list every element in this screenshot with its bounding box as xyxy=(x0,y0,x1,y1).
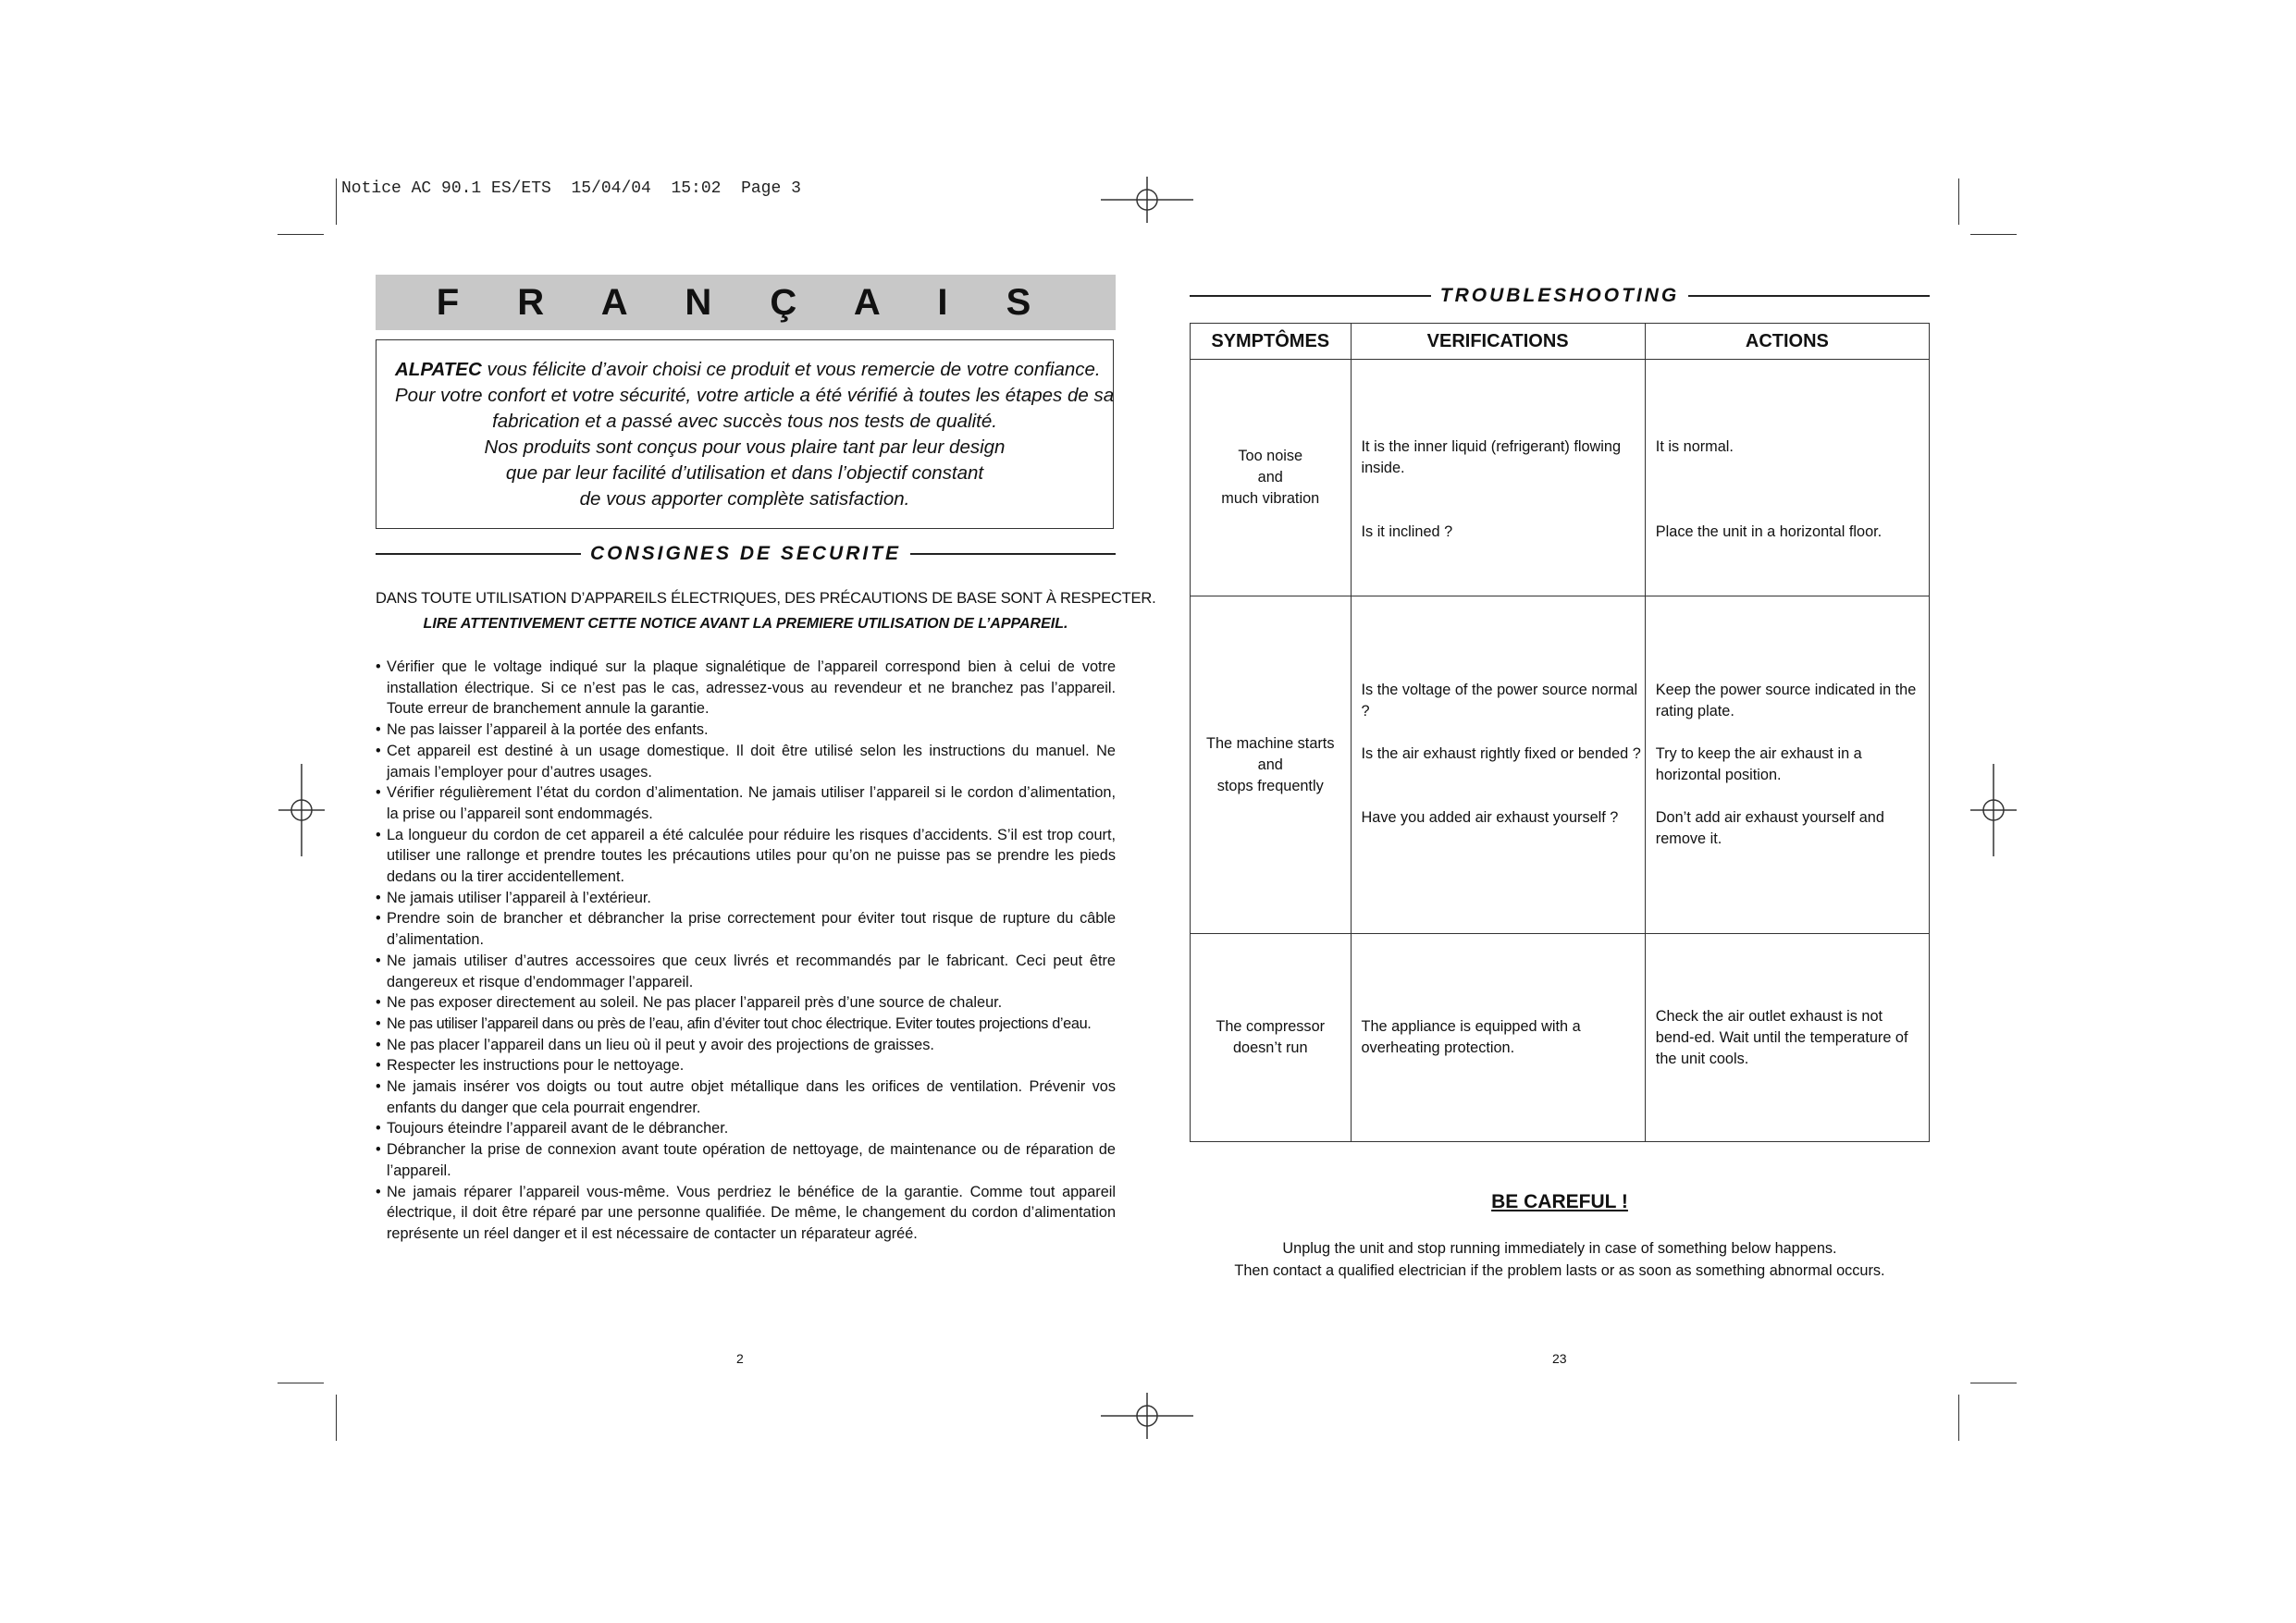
bullet-icon: • xyxy=(376,1036,381,1053)
symptom-cell: Too noise and much vibration xyxy=(1191,360,1352,596)
bullet-icon: • xyxy=(376,826,381,843)
crop-mark xyxy=(1970,234,2017,235)
crop-mark xyxy=(1958,1395,1959,1441)
list-item: • Ne jamais utiliser d’autres accessoires que ceux livrés et recommandés par le fabricant. Ceci peut être dangereux et risque d’endommager l’appareil. xyxy=(376,952,1116,990)
section-heading-text: TROUBLESHOOTING xyxy=(1439,285,1680,306)
be-careful-heading: BE CAREFUL ! xyxy=(1491,1191,1628,1212)
table-row xyxy=(1191,360,1930,596)
intro-line: que par leur facilité d’utilisation et dans l’objectif constant xyxy=(505,462,984,484)
print-slug: Notice AC 90.1 ES/ETS 15/04/04 15:02 Page 3 xyxy=(341,179,801,198)
heading-rule xyxy=(376,553,581,555)
bullet-icon: • xyxy=(376,1078,381,1096)
bullet-icon: • xyxy=(376,721,381,739)
registration-mark-icon xyxy=(1101,154,1193,246)
bullet-icon: • xyxy=(376,1014,381,1032)
troubleshooting-table xyxy=(1190,323,1930,1142)
heading-rule xyxy=(1190,295,1431,297)
section-heading-text: CONSIGNES DE SECURITE xyxy=(589,543,902,564)
crop-mark xyxy=(278,234,324,235)
bullet-icon: • xyxy=(376,1183,381,1200)
list-item: • Toujours éteindre l’appareil avant de le débrancher. xyxy=(376,1118,1116,1139)
read-notice-warning: LIRE ATTENTIVEMENT CETTE NOTICE AVANT LA PREMIERE UTILISATION DE L’APPAREIL. xyxy=(423,616,1068,632)
list-item: • Débrancher la prise de connexion avant toute opération de nettoyage, de maintenance ou de réparation de l’appareil. xyxy=(376,1141,1116,1179)
list-item: • Ne jamais réparer l’appareil vous-même. Vous perdriez le bénéfice de la garantie. Comme tout appareil électrique, il doit être réparé par une personne qualifiée. De même, le changement du cordon d’alimentation représente un réel danger et il est nécessaire de contacter un réparateur agréé. xyxy=(376,1183,1116,1242)
safety-warning: DANS TOUTE UTILISATION D’APPAREILS ÉLECTRIQUES, DES PRÉCAUTIONS DE BASE SONT À RESPECTER. xyxy=(376,590,1156,607)
heading-rule xyxy=(1688,295,1930,297)
bullet-icon: • xyxy=(376,784,381,802)
list-item: • Ne pas placer l’appareil dans un lieu où il peut y avoir des projections de graisses. xyxy=(376,1035,1116,1056)
registration-mark-icon xyxy=(1947,764,2040,856)
action-cell: It is normal. Place the unit in a horizontal floor. xyxy=(1645,360,1929,596)
registration-mark-icon xyxy=(255,764,348,856)
bullet-icon: • xyxy=(376,658,381,675)
intro-box xyxy=(376,339,1114,529)
list-item: • Cet appareil est destiné à un usage domestique. Il doit être utilisé selon les instructions du manuel. Ne jamais l’employer pour d’autres usages. xyxy=(376,742,1116,781)
bullet-icon: • xyxy=(376,910,381,928)
list-item: • Ne jamais insérer vos doigts ou tout autre objet métallique dans les orifices de ventilation. Prévenir vos enfants du danger que cela pourrait engendrer. xyxy=(376,1078,1116,1116)
section-heading-troubleshooting xyxy=(1190,285,1930,307)
intro-text: vous félicite d’avoir choisi ce produit et vous remercie de votre confiance. xyxy=(481,359,1101,380)
intro-line: Nos produits sont conçus pour vous plaire tant par leur design xyxy=(484,436,1006,458)
bullet-icon: • xyxy=(376,952,381,969)
bullet-icon: • xyxy=(376,1057,381,1075)
section-heading-consignes xyxy=(376,543,1116,565)
list-item: • Prendre soin de brancher et débrancher la prise correctement pour éviter tout risque de rupture du câble d’alimentation. xyxy=(376,910,1116,949)
crop-mark xyxy=(336,178,337,225)
intro-line: Pour votre confort et votre sécurité, votre article a été vérifié à toutes les étapes de sa xyxy=(395,385,1115,406)
page-number: 23 xyxy=(1552,1351,1567,1366)
list-item: • Vérifier que le voltage indiqué sur la plaque signalétique de l’appareil correspond bien à celui de votre installation électrique. Si ce n’est pas le cas, adressez-vous au revendeur et ne branchez pas l’appareil. Toute erreur de branchement annule la garantie. xyxy=(376,658,1116,718)
heading-rule xyxy=(910,553,1116,555)
intro-line xyxy=(395,357,1101,383)
intro-line: fabrication et a passé avec succès tous nos tests de qualité. xyxy=(492,411,997,432)
column-header-actions: ACTIONS xyxy=(1645,324,1929,360)
table-row xyxy=(1191,596,1930,934)
careful-text: Unplug the unit and stop running immediately in case of something below happens. Then contact a qualified electrician if the problem lasts or as soon as something abnormal occurs. xyxy=(1234,1240,1885,1279)
list-item: • La longueur du cordon de cet appareil a été calculée pour réduire les risques d’accidents. S’il est trop court, utiliser une rallonge et prendre toutes les précautions utiles pour qu’on ne puisse pas se prendre les pieds dedans ou la tirer accidentellement. xyxy=(376,826,1116,886)
intro-line: de vous apporter complète satisfaction. xyxy=(579,488,910,510)
bullet-icon: • xyxy=(376,742,381,759)
column-header-verifications: VERIFICATIONS xyxy=(1351,324,1645,360)
crop-mark xyxy=(1958,178,1959,225)
list-item: • Ne jamais utiliser l’appareil à l’extérieur. xyxy=(376,888,1116,909)
action-cell: Keep the power source indicated in the rating plate. Try to keep the air exhaust in a horizontal position. Don’t add air exhaust yourself and remove it. xyxy=(1645,596,1929,934)
verification-cell: It is the inner liquid (refrigerant) flowing inside. Is it inclined ? xyxy=(1351,360,1645,596)
symptom-cell: The machine starts and stops frequently xyxy=(1191,596,1352,934)
safety-list xyxy=(376,657,1116,1245)
column-header-symptoms: SYMPTÔMES xyxy=(1191,324,1352,360)
bullet-icon: • xyxy=(376,889,381,906)
symptom-cell: The compressor doesn’t run xyxy=(1191,934,1352,1142)
crop-mark xyxy=(336,1395,337,1441)
table-row xyxy=(1191,934,1930,1142)
brand-name: ALPATEC xyxy=(395,359,482,380)
registration-mark-icon xyxy=(1101,1370,1193,1462)
bullet-icon: • xyxy=(376,1120,381,1137)
bullet-icon: • xyxy=(376,1141,381,1159)
list-item: • Vérifier régulièrement l’état du cordon d’alimentation. Ne jamais utiliser l’appareil si le cordon d’alimentation, la prise ou l’appareil sont endommagés. xyxy=(376,784,1116,822)
verification-cell: The appliance is equipped with a overheating protection. xyxy=(1351,934,1645,1142)
list-item: • Ne pas exposer directement au soleil. Ne pas placer l’appareil près d’une source de chaleur. xyxy=(376,992,1116,1014)
page-title: F R A N Ç A I S xyxy=(376,275,1116,330)
list-item: • Ne pas laisser l’appareil à la portée des enfants. xyxy=(376,719,1116,741)
list-item: • Respecter les instructions pour le nettoyage. xyxy=(376,1055,1116,1076)
table-header-row xyxy=(1191,324,1930,360)
list-item: • Ne pas utiliser l’appareil dans ou près de l’eau, afin d’éviter tout choc électrique. Eviter toutes projections d’eau. xyxy=(376,1014,1116,1035)
verification-cell: Is the voltage of the power source normal ? Is the air exhaust rightly fixed or bended ? Have you added air exhaust yourself ? xyxy=(1351,596,1645,934)
action-cell: Check the air outlet exhaust is not bend-ed. Wait until the temperature of the unit cools. xyxy=(1645,934,1929,1142)
page-number: 2 xyxy=(736,1351,744,1366)
bullet-icon: • xyxy=(376,994,381,1012)
